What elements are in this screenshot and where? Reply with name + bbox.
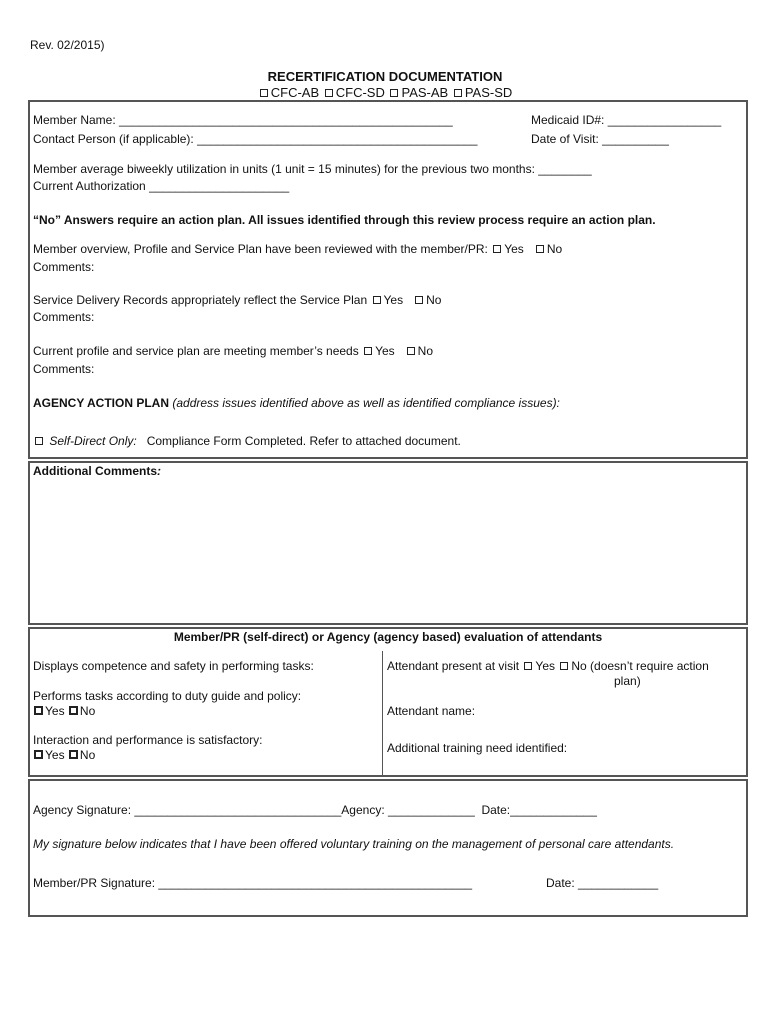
review-question: Member overview, Profile and Service Plan have been reviewed with the member/PR: [33, 242, 488, 256]
utilization-line[interactable]: ________ [538, 162, 592, 176]
evaluation-title: Member/PR (self-direct) or Agency (agency based) evaluation of attendants [173, 630, 603, 644]
no-label: No [417, 344, 434, 358]
medicaid-id-line[interactable]: _________________ [607, 113, 722, 127]
self-direct-checkbox[interactable] [35, 437, 43, 445]
date-of-visit-line[interactable]: __________ [602, 132, 669, 146]
action-plan-label: AGENCY ACTION PLAN [33, 396, 170, 410]
additional-comments-text: Additional Comments [33, 464, 158, 478]
column-divider [382, 651, 383, 777]
contact-person-line[interactable]: __________________________________________ [197, 132, 478, 146]
self-direct-label: Self-Direct Only: [49, 434, 137, 448]
action-plan-notice: “No” Answers require an action plan. All issues identified through this review process require an action plan. [33, 213, 656, 227]
action-plan-note: (address issues identified above as well as identified compliance issues): [172, 396, 560, 410]
program-checkboxes [0, 85, 770, 100]
attendant-present-label: Attendant present at visit [387, 659, 520, 673]
yes-checkbox[interactable] [493, 245, 501, 253]
member-date-line[interactable]: ____________ [578, 876, 659, 890]
yes-checkbox[interactable] [373, 296, 381, 304]
review-question: Current profile and service plan are meeting member’s needs [33, 344, 359, 358]
no-label: No [79, 748, 96, 762]
no-label: No (doesn’t require action [571, 659, 709, 673]
member-signature-line[interactable]: _______________________________________________ [158, 876, 473, 890]
no-checkbox[interactable] [69, 706, 78, 715]
no-label-continued: plan) [614, 674, 641, 688]
form-title: RECERTIFICATION DOCUMENTATION [267, 69, 503, 84]
comments-label: Comments: [33, 362, 95, 376]
medicaid-id-label: Medicaid ID#: [531, 113, 605, 127]
agency-action-plan [33, 396, 560, 410]
comments-label: Comments: [33, 260, 95, 274]
competence-label: Displays competence and safety in performing tasks: [33, 659, 314, 673]
yes-label: Yes [45, 704, 65, 718]
review-question: Service Delivery Records appropriately reflect the Service Plan [33, 293, 368, 307]
checkbox-pas-ab[interactable] [390, 89, 398, 97]
checkbox-cfc-ab[interactable] [260, 89, 268, 97]
agency-line[interactable]: _____________ [388, 803, 475, 817]
utilization-label: Member average biweekly utilization in units (1 unit = 15 minutes) for the previous two months: [33, 162, 535, 176]
yes-label: Yes [535, 659, 555, 673]
member-signature-label: Member/PR Signature: [33, 876, 156, 890]
member-name-field[interactable] [33, 113, 453, 127]
review-item-needs [33, 344, 433, 358]
training-statement: My signature below indicates that I have been offered voluntary training on the management of personal care attendants. [33, 837, 675, 851]
member-name-line[interactable]: __________________________________________________ [119, 113, 453, 127]
program-label: PAS-SD [464, 85, 513, 100]
additional-comments-colon: : [157, 464, 162, 478]
no-label: No [426, 293, 442, 307]
yes-label: Yes [45, 748, 65, 762]
yes-label: Yes [383, 293, 404, 307]
member-date-row [546, 876, 658, 890]
checkbox-cfc-sd[interactable] [325, 89, 333, 97]
no-checkbox[interactable] [407, 347, 415, 355]
no-checkbox[interactable] [69, 750, 78, 759]
agency-signature-row [33, 803, 597, 817]
current-authorization-label: Current Authorization [33, 179, 146, 193]
no-label: No [79, 704, 96, 718]
date-of-visit-label: Date of Visit: [531, 132, 599, 146]
agency-label: Agency: [341, 803, 385, 817]
utilization-field[interactable] [33, 162, 592, 176]
no-label: No [546, 242, 563, 256]
medicaid-id-field[interactable] [531, 113, 721, 127]
revision-label: Rev. 02/2015) [30, 38, 105, 52]
no-checkbox[interactable] [415, 296, 423, 304]
review-item-service-delivery [33, 293, 441, 307]
contact-person-label: Contact Person (if applicable): [33, 132, 194, 146]
interaction-label: Interaction and performance is satisfactory: [33, 733, 263, 747]
date-of-visit-field[interactable] [531, 132, 669, 146]
yes-checkbox[interactable] [364, 347, 372, 355]
yes-label: Yes [504, 242, 524, 256]
member-signature-row [33, 876, 472, 890]
yes-checkbox[interactable] [34, 750, 43, 759]
date-line[interactable]: _____________ [510, 803, 597, 817]
program-label: PAS-AB [401, 85, 449, 100]
no-checkbox[interactable] [536, 245, 544, 253]
date-label: Date: [481, 803, 511, 817]
attendant-present-row [387, 659, 709, 673]
program-label: CFC-AB [270, 85, 320, 100]
additional-training-label[interactable]: Additional training need identified: [387, 741, 568, 755]
interaction-options [33, 748, 95, 762]
current-authorization-line[interactable]: _____________________ [149, 179, 290, 193]
no-checkbox[interactable] [560, 662, 568, 670]
additional-comments-section[interactable] [28, 461, 748, 625]
comments-label: Comments: [33, 310, 95, 324]
yes-checkbox[interactable] [524, 662, 532, 670]
duty-guide-options [33, 704, 95, 718]
contact-person-field[interactable] [33, 132, 477, 146]
member-date-label: Date: [546, 876, 575, 890]
self-direct-text: Compliance Form Completed. Refer to attached document. [146, 434, 461, 448]
self-direct-row [33, 434, 461, 448]
agency-signature-line[interactable]: _______________________________ [134, 803, 342, 817]
attendant-name-label[interactable]: Attendant name: [387, 704, 476, 718]
additional-comments-label [33, 464, 161, 478]
member-name-label: Member Name: [33, 113, 116, 127]
yes-checkbox[interactable] [34, 706, 43, 715]
current-authorization-field[interactable] [33, 179, 289, 193]
checkbox-pas-sd[interactable] [454, 89, 462, 97]
review-item-profile [33, 242, 562, 256]
yes-label: Yes [375, 344, 395, 358]
agency-signature-label: Agency Signature: [33, 803, 132, 817]
duty-guide-label: Performs tasks according to duty guide and policy: [33, 689, 302, 703]
program-label: CFC-SD [335, 85, 385, 100]
